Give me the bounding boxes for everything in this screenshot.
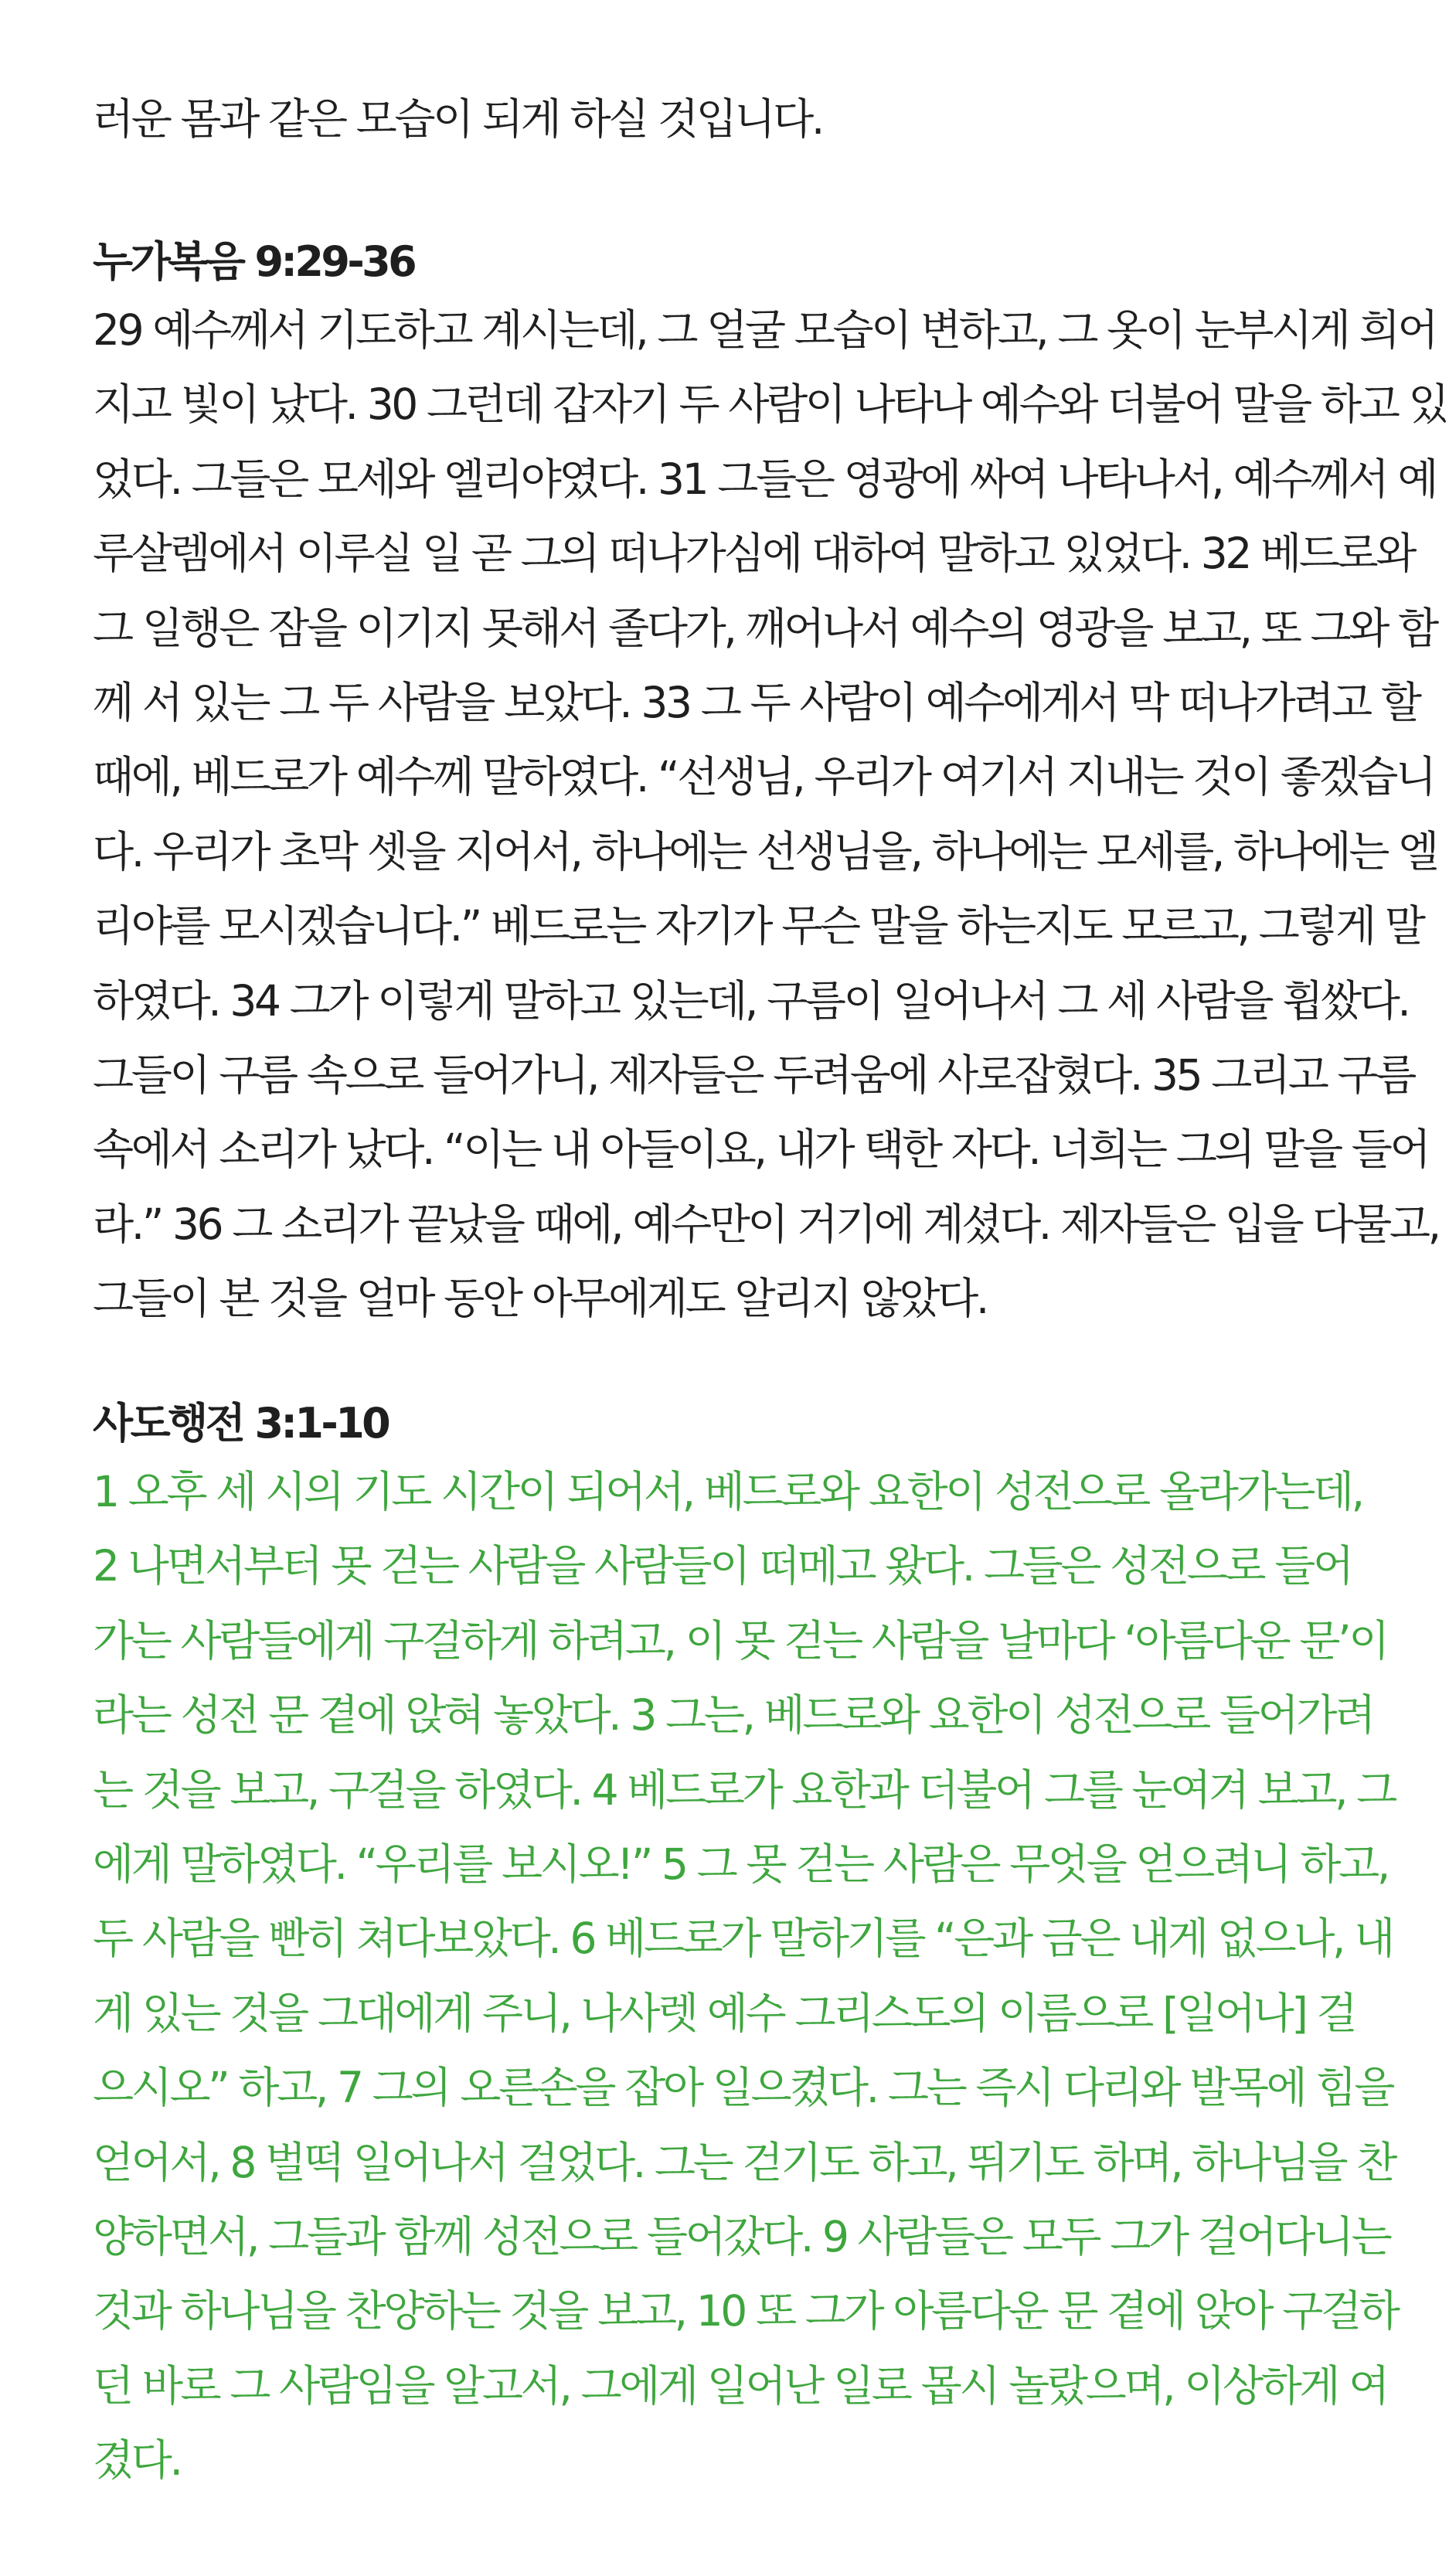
text-line: 루살렘에서 이루실 일 곧 그의 떠나가심에 대하여 말하고 있었다. 32 베드로와 [93, 529, 1414, 579]
text-line: 러운 몸과 같은 모습이 되게 하실 것입니다. [93, 94, 822, 144]
text-line: 에게 말하였다. “우리를 보시오!” 5 그 못 걷는 사람은 무엇을 얻으려니 하고, [93, 1839, 1388, 1889]
text-line: 라.” 36 그 소리가 끝났을 때에, 예수만이 거기에 계셨다. 제자들은 입을 다물고, [93, 1199, 1439, 1249]
text-line: 29 예수께서 기도하고 계시는데, 그 얼굴 모습이 변하고, 그 옷이 눈부시게 희어 [93, 305, 1437, 355]
lead-line [93, 82, 822, 156]
text-line: 가는 사람들에게 구걸하게 하려고, 이 못 걷는 사람을 날마다 ‘아름다운 문’이 [93, 1615, 1387, 1666]
text-line: 얻어서, 8 벌떡 일어나서 걸었다. 그는 걷기도 하고, 뛰기도 하며, 하나님을 찬 [93, 2137, 1396, 2187]
text-line: 두 사람을 빤히 쳐다보았다. 6 베드로가 말하기를 “은과 금은 내게 없으나, 내 [93, 1914, 1393, 1964]
text-line: 양하면서, 그들과 함께 성전으로 들어갔다. 9 사람들은 모두 그가 걸어다니는 [93, 2211, 1390, 2261]
text-line: 는 것을 보고, 구걸을 하였다. 4 베드로가 요한과 더불어 그를 눈여겨 보고, 그 [93, 1764, 1396, 1815]
section-heading-luke: 누가복음 9:29-36 [93, 237, 415, 286]
text-line: 게 있는 것을 그대에게 주니, 나사렛 예수 그리스도의 이름으로 [일어나] 걸 [93, 1988, 1355, 2038]
text-line: 었다. 그들은 모세와 엘리야였다. 31 그들은 영광에 싸여 나타나서, 예수께서 예 [93, 454, 1437, 504]
text-line: 것과 하나님을 찬양하는 것을 보고, 10 또 그가 아름다운 문 곁에 앉아 구걸하 [93, 2286, 1398, 2336]
text-line: 다. 우리가 초막 셋을 지어서, 하나에는 선생님을, 하나에는 모세를, 하나에는 엘 [93, 826, 1437, 876]
text-line: 1 오후 세 시의 기도 시간이 되어서, 베드로와 요한이 성전으로 올라가는데, [93, 1467, 1362, 1516]
text-line: 께 서 있는 그 두 사람을 보았다. 33 그 두 사람이 예수에게서 막 떠나가려고 할 [93, 677, 1420, 727]
text-line: 그들이 구름 속으로 들어가니, 제자들은 두려움에 사로잡혔다. 35 그리고 구름 [93, 1050, 1414, 1100]
text-line: 리야를 모시겠습니다.” 베드로는 자기가 무슨 말을 하는지도 모르고, 그렇게 말 [93, 901, 1423, 951]
text-line: 라는 성전 문 곁에 앉혀 놓았다. 3 그는, 베드로와 요한이 성전으로 들어가려 [93, 1690, 1373, 1741]
text-line: 그 일행은 잠을 이기지 못해서 졸다가, 깨어나서 예수의 영광을 보고, 또 그와 함 [93, 603, 1437, 653]
text-line: 으시오” 하고, 7 그의 오른손을 잡아 일으켰다. 그는 즉시 다리와 발목에 힘을 [93, 2063, 1393, 2113]
text-line: 때에, 베드로가 예수께 말하였다. “선생님, 우리가 여기서 지내는 것이 좋겠습니 [93, 752, 1434, 802]
passage-acts [93, 1455, 1397, 2497]
text-line: 2 나면서부터 못 걷는 사람을 사람들이 떠메고 왔다. 그들은 성전으로 들어 [93, 1541, 1352, 1591]
text-line: 그들이 본 것을 얼마 동안 아무에게도 알리지 않았다. [93, 1274, 987, 1324]
text-line: 던 바로 그 사람임을 알고서, 그에게 일어난 일로 몹시 놀랐으며, 이상하게 여 [93, 2360, 1387, 2411]
text-line: 하였다. 34 그가 이렇게 말하고 있는데, 구름이 일어나서 그 세 사람을 휩쌌다. [93, 975, 1409, 1026]
text-line: 겼다. [93, 2435, 181, 2486]
passage-luke [93, 293, 1447, 1336]
text-line: 속에서 소리가 났다. “이는 내 아들이요, 내가 택한 자다. 너희는 그의 말을 들어 [93, 1125, 1429, 1175]
text-line: 지고 빛이 났다. 30 그런데 갑자기 두 사람이 나타나 예수와 더불어 말을 하고 있 [93, 379, 1447, 430]
section-heading-acts: 사도행전 3:1-10 [93, 1399, 389, 1448]
